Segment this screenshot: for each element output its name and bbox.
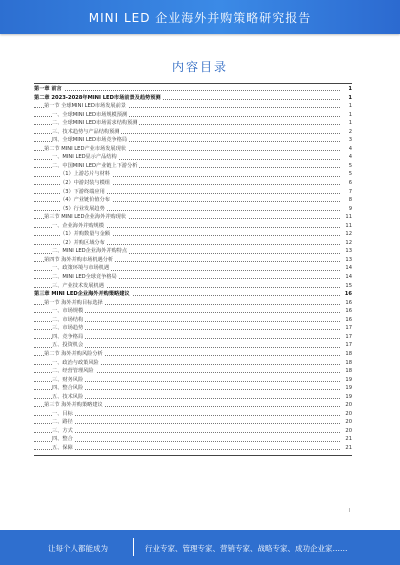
toc-entry-text: 一、MINI LED显示产品结构	[52, 154, 117, 161]
toc-entry[interactable]	[34, 410, 352, 419]
toc-entry-text: （2）中游封装与模组	[60, 180, 110, 187]
toc-entry-text: 二、市场结构	[52, 316, 84, 323]
toc-entry-text: 第三章 MINI LED企业海外并购策略建议	[34, 291, 130, 298]
toc-entry[interactable]	[34, 136, 352, 145]
toc-entry[interactable]	[34, 350, 352, 359]
toc-entry-page: 5	[340, 162, 352, 171]
toc-entry-text: 一、市场规模	[52, 308, 84, 315]
toc-entry[interactable]	[34, 179, 352, 188]
toc-entry-page: 1	[340, 94, 352, 103]
toc-entry[interactable]	[34, 256, 352, 265]
toc-entry-text: 三、市场趋势	[52, 325, 84, 332]
toc-entry-page: 18	[340, 359, 352, 368]
toc-entry-page: 16	[340, 307, 352, 316]
toc-entry-page: 1	[340, 119, 352, 128]
toc-entry[interactable]	[34, 145, 352, 154]
toc-entry-text: 二、路径	[52, 419, 73, 426]
toc-entry-text: （1）并购数量与金额	[60, 231, 110, 238]
toc-entry-text: 一、政策环境与市场机遇	[52, 265, 110, 272]
toc-entry[interactable]	[34, 444, 352, 453]
toc-entry-page: 17	[340, 333, 352, 342]
toc-entry-page: 19	[340, 393, 352, 402]
toc-entry-text: 三、技术趋势与产品结构预测	[52, 128, 120, 135]
toc-entry-text: （1）上游芯片与材料	[60, 171, 110, 178]
toc-entry-text: 三、产业技术发展机遇	[52, 282, 104, 289]
toc-entry-text: 一、目标	[52, 410, 73, 417]
report-header-banner	[0, 0, 400, 34]
toc-entry[interactable]	[34, 85, 352, 94]
toc-entry[interactable]	[34, 247, 352, 256]
toc-entry-text: 第四节 海外并购市场机遇分析	[44, 256, 114, 263]
toc-entry-text: 第一节 海外并购目标选择	[44, 299, 103, 306]
toc-entry-page: 7	[340, 188, 352, 197]
toc-entry-text: 第一章 前言	[34, 86, 62, 92]
toc-entry-text: 四、整合风险	[52, 385, 84, 392]
toc-entry[interactable]	[34, 333, 352, 342]
toc-entry[interactable]	[34, 188, 352, 197]
toc-entry-page: 11	[340, 213, 352, 222]
footer-slogan-right: 行业专家、管理专家、营销专家、战略专家、成功企业家……	[145, 544, 348, 553]
toc-entry-page: 1	[340, 102, 352, 111]
toc-entry-page: 6	[340, 179, 352, 188]
toc-entry-text: 四、全球MINI LED市场竞争格局	[52, 137, 128, 144]
toc-entry[interactable]	[34, 299, 352, 308]
toc-entry-page: 14	[340, 264, 352, 273]
toc-entry-text: 三、财务风险	[52, 376, 84, 383]
toc-entry-page: 2	[340, 128, 352, 137]
toc-entry-page: 20	[340, 418, 352, 427]
toc-entry[interactable]	[34, 290, 352, 299]
toc-entry-text: 一、全球MINI LED市场规模预测	[52, 111, 128, 118]
toc-entry[interactable]	[34, 102, 352, 111]
toc-entry-text: 三、方式	[52, 427, 73, 434]
toc-entry[interactable]	[34, 359, 352, 368]
toc-entry-page: 3	[340, 136, 352, 145]
toc-entry[interactable]	[34, 367, 352, 376]
footer-banner	[0, 530, 400, 565]
toc-entry[interactable]	[34, 264, 352, 273]
toc-entry[interactable]	[34, 153, 352, 162]
toc-heading: 内容目录	[171, 60, 228, 74]
footer-slogan-left: 让每个人都能成为	[48, 544, 108, 553]
toc-entry[interactable]	[34, 170, 352, 179]
toc-entry-page: 17	[340, 341, 352, 350]
toc-leader-dots	[34, 90, 340, 91]
toc-entry-text: 四、竞争格局	[52, 333, 84, 340]
toc-entry-page: 9	[340, 205, 352, 214]
toc-entry-page: 12	[340, 239, 352, 248]
toc-bottom-rule	[34, 455, 352, 456]
toc-entry[interactable]	[34, 128, 352, 137]
toc-entry-page: 11	[340, 222, 352, 231]
toc-entry[interactable]	[34, 282, 352, 291]
toc-entry[interactable]	[34, 162, 352, 171]
toc-entry-page: 1	[340, 85, 352, 94]
toc-entry[interactable]	[34, 324, 352, 333]
toc-entry[interactable]	[34, 384, 352, 393]
toc-entry-text: 第二节 MINI LED产业市场发展现状	[44, 145, 126, 152]
toc-entry[interactable]	[34, 205, 352, 214]
toc-entry-page: 1	[340, 111, 352, 120]
toc-entry-page: 20	[340, 427, 352, 436]
page-number: I	[348, 508, 350, 514]
toc-entry-text: 二、经营管理风险	[52, 368, 94, 375]
toc-entry-page: 14	[340, 273, 352, 282]
report-title: MINI LED 企业海外并购策略研究报告	[88, 10, 312, 25]
toc-leader-dots	[34, 441, 340, 442]
toc-entry-page: 20	[340, 410, 352, 419]
toc-entry-text: 一、政治与政策风险	[52, 359, 99, 366]
toc-entry-text: 第二章 2023-2028年MINI LED市场前景及趋势预测	[34, 94, 161, 101]
toc-entry-text: （2）并购区域分布	[60, 239, 105, 246]
toc-entry-text: 五、投资机会	[52, 342, 84, 349]
toc-entry-page: 13	[340, 247, 352, 256]
toc-entry[interactable]	[34, 119, 352, 128]
toc-entry-page: 13	[340, 256, 352, 265]
toc-entry[interactable]	[34, 196, 352, 205]
toc-entry[interactable]	[34, 427, 352, 436]
toc-entry-page: 8	[340, 196, 352, 205]
toc-entry[interactable]	[34, 435, 352, 444]
toc-entry-page: 16	[340, 299, 352, 308]
toc-entry[interactable]	[34, 316, 352, 325]
toc-entry[interactable]	[34, 401, 352, 410]
toc-entry[interactable]	[34, 376, 352, 385]
toc-entry-page: 4	[340, 145, 352, 154]
toc-leader-dots	[34, 449, 340, 450]
toc-entry-page: 21	[340, 435, 352, 444]
toc-entry[interactable]	[34, 273, 352, 282]
toc-entry-page: 19	[340, 384, 352, 393]
toc-entry-page: 5	[340, 170, 352, 179]
toc-entry-page: 18	[340, 350, 352, 359]
toc-entry[interactable]	[34, 307, 352, 316]
toc-entry-text: 二、中国MINI LED产业链上下游分析	[52, 162, 138, 169]
toc-entry-text: 五、技术风险	[52, 393, 84, 400]
toc-entry[interactable]	[34, 222, 352, 231]
toc-entry-text: 第三节 MINI LED企业海外并购现状	[44, 214, 126, 221]
toc-entry-text: 第一节 全球MINI LED市场发展前景	[44, 103, 126, 110]
toc-entry-page: 21	[340, 444, 352, 453]
toc-entry-text: 二、MINI LED企业海外并购特点	[52, 248, 128, 255]
footer-divider	[133, 538, 134, 556]
toc-entry-page: 15	[340, 282, 352, 291]
toc-entry[interactable]	[34, 239, 352, 248]
toc-leader-dots	[34, 432, 340, 433]
toc-entry-page: 18	[340, 367, 352, 376]
toc-entry[interactable]	[34, 94, 352, 103]
toc-entry-text: 四、整合	[52, 436, 73, 443]
toc-entry-text: 二、MINI LED全球竞争格局	[52, 274, 117, 281]
toc-entry[interactable]	[34, 393, 352, 402]
toc-entry-page: 4	[340, 153, 352, 162]
toc-entry-text: 第三节 海外并购策略建议	[44, 402, 103, 409]
toc-entry-text: 二、全球MINI LED市场需求结构预测	[52, 120, 138, 127]
toc-entry[interactable]	[34, 230, 352, 239]
toc-entry-page: 16	[340, 316, 352, 325]
toc-leader-dots	[34, 415, 340, 416]
toc-entry-page: 12	[340, 230, 352, 239]
toc-entry-text: （3）下游终端应用	[60, 188, 105, 195]
toc-entry-text: （4）产业链价值分布	[60, 197, 110, 204]
table-of-contents	[34, 85, 352, 453]
toc-entry-text: （5）行业发展趋势	[60, 205, 105, 212]
toc-entry-page: 19	[340, 376, 352, 385]
toc-entry-text: 五、保障	[52, 444, 73, 451]
toc-entry-page: 20	[340, 401, 352, 410]
toc-leader-dots	[34, 423, 340, 424]
toc-entry-page: 17	[340, 324, 352, 333]
toc-entry-page: 16	[340, 290, 352, 299]
toc-entry[interactable]	[34, 111, 352, 120]
toc-entry[interactable]	[34, 418, 352, 427]
toc-entry-text: 第二节 海外并购风险分析	[44, 350, 103, 357]
toc-entry[interactable]	[34, 213, 352, 222]
toc-top-rule	[34, 83, 352, 84]
toc-entry[interactable]	[34, 341, 352, 350]
toc-entry-text: 一、企业海外并购规模	[52, 222, 104, 229]
